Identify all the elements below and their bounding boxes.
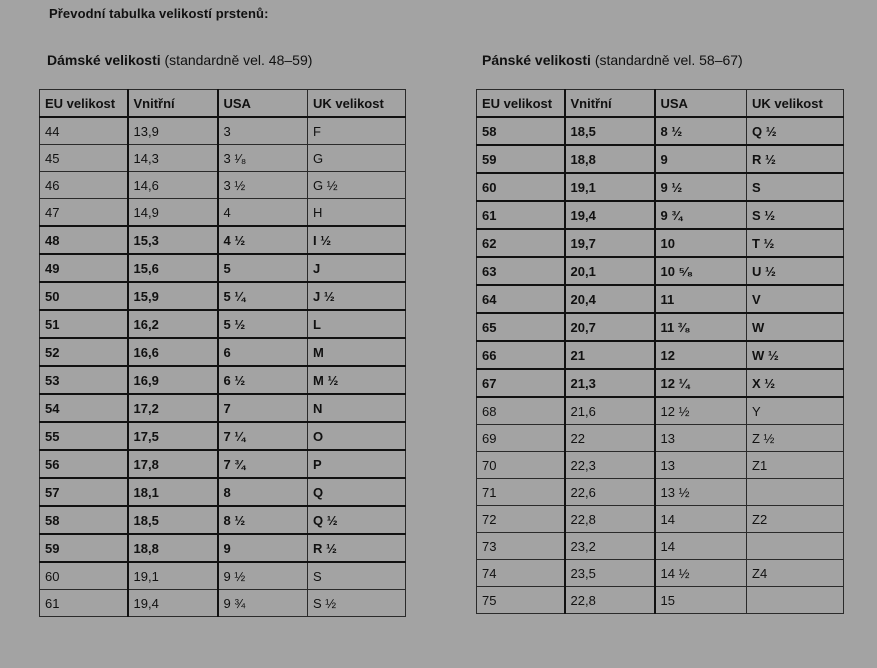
cell-uk-size: G ½ <box>308 172 406 199</box>
header-row <box>477 90 844 118</box>
cell-uk-size: M ½ <box>308 366 406 394</box>
table-row <box>40 199 406 227</box>
cell-eu-size: 47 <box>40 199 128 227</box>
table-row <box>40 310 406 338</box>
cell-uk-size: Z4 <box>747 560 844 587</box>
table-row <box>40 422 406 450</box>
cell-uk-size: Z1 <box>747 452 844 479</box>
column-header-inner: Vnitřní <box>128 90 218 118</box>
cell-eu-size: 66 <box>477 341 565 369</box>
cell-uk-size: Z2 <box>747 506 844 533</box>
cell-eu-size: 56 <box>40 450 128 478</box>
cell-uk-size: H <box>308 199 406 227</box>
cell-inner-diameter: 21,3 <box>565 369 655 397</box>
cell-eu-size: 60 <box>477 173 565 201</box>
table-row <box>40 450 406 478</box>
table-row <box>477 397 844 425</box>
cell-usa-size: 4 <box>218 199 308 227</box>
table-row <box>40 534 406 562</box>
cell-uk-size: Z ½ <box>747 425 844 452</box>
cell-usa-size: 5 <box>218 254 308 282</box>
table-row <box>40 254 406 282</box>
table-row <box>40 562 406 590</box>
cell-usa-size: 7 ¼ <box>218 422 308 450</box>
table-row <box>477 369 844 397</box>
cell-usa-size: 12 ¼ <box>655 369 747 397</box>
cell-eu-size: 72 <box>477 506 565 533</box>
cell-uk-size: L <box>308 310 406 338</box>
cell-eu-size: 73 <box>477 533 565 560</box>
cell-inner-diameter: 22,8 <box>565 506 655 533</box>
women-heading-note: (standardně vel. 48–59) <box>160 52 313 68</box>
women-heading-title: Dámské velikosti <box>47 52 161 68</box>
cell-usa-size: 13 <box>655 452 747 479</box>
cell-eu-size: 74 <box>477 560 565 587</box>
cell-eu-size: 54 <box>40 394 128 422</box>
cell-eu-size: 59 <box>40 534 128 562</box>
cell-usa-size: 3 <box>218 117 308 145</box>
cell-inner-diameter: 22,3 <box>565 452 655 479</box>
cell-usa-size: 3 ½ <box>218 172 308 199</box>
cell-uk-size: R ½ <box>747 145 844 173</box>
cell-uk-size: O <box>308 422 406 450</box>
table-row <box>40 506 406 534</box>
cell-eu-size: 71 <box>477 479 565 506</box>
cell-usa-size: 6 <box>218 338 308 366</box>
column-header-eu: EU velikost <box>477 90 565 118</box>
cell-uk-size: W ½ <box>747 341 844 369</box>
table-row <box>40 282 406 310</box>
cell-inner-diameter: 21,6 <box>565 397 655 425</box>
cell-usa-size: 9 ½ <box>655 173 747 201</box>
header-row <box>40 90 406 118</box>
cell-uk-size: J <box>308 254 406 282</box>
column-header-uk: UK velikost <box>747 90 844 118</box>
cell-eu-size: 51 <box>40 310 128 338</box>
cell-eu-size: 63 <box>477 257 565 285</box>
column-header-uk: UK velikost <box>308 90 406 118</box>
cell-inner-diameter: 19,1 <box>128 562 218 590</box>
cell-inner-diameter: 18,8 <box>565 145 655 173</box>
cell-inner-diameter: 13,9 <box>128 117 218 145</box>
cell-inner-diameter: 16,6 <box>128 338 218 366</box>
men-sizes-heading <box>482 52 743 68</box>
table-row <box>40 145 406 172</box>
cell-uk-size: M <box>308 338 406 366</box>
cell-eu-size: 75 <box>477 587 565 614</box>
table-row <box>477 560 844 587</box>
cell-uk-size: W <box>747 313 844 341</box>
table-row <box>40 394 406 422</box>
men-table-body <box>477 117 844 614</box>
cell-usa-size: 5 ¼ <box>218 282 308 310</box>
cell-eu-size: 53 <box>40 366 128 394</box>
cell-inner-diameter: 20,1 <box>565 257 655 285</box>
men-heading-note: (standardně vel. 58–67) <box>590 52 743 68</box>
cell-usa-size: 9 <box>218 534 308 562</box>
cell-inner-diameter: 15,3 <box>128 226 218 254</box>
cell-usa-size: 10 ⁵⁄₈ <box>655 257 747 285</box>
cell-usa-size: 13 ½ <box>655 479 747 506</box>
cell-uk-size: S <box>308 562 406 590</box>
table-row <box>477 285 844 313</box>
cell-inner-diameter: 19,1 <box>565 173 655 201</box>
cell-usa-size: 4 ½ <box>218 226 308 254</box>
cell-inner-diameter: 14,6 <box>128 172 218 199</box>
table-row <box>477 173 844 201</box>
cell-inner-diameter: 16,9 <box>128 366 218 394</box>
cell-eu-size: 60 <box>40 562 128 590</box>
cell-eu-size: 68 <box>477 397 565 425</box>
table-row <box>477 479 844 506</box>
cell-eu-size: 50 <box>40 282 128 310</box>
cell-eu-size: 61 <box>40 590 128 617</box>
cell-usa-size: 10 <box>655 229 747 257</box>
cell-uk-size <box>747 533 844 560</box>
table-row <box>477 201 844 229</box>
women-table-body <box>40 117 406 617</box>
cell-inner-diameter: 23,2 <box>565 533 655 560</box>
cell-usa-size: 9 <box>655 145 747 173</box>
column-header-eu: EU velikost <box>40 90 128 118</box>
cell-inner-diameter: 17,8 <box>128 450 218 478</box>
cell-inner-diameter: 22 <box>565 425 655 452</box>
cell-eu-size: 62 <box>477 229 565 257</box>
table-row <box>477 117 844 145</box>
cell-usa-size: 8 ½ <box>655 117 747 145</box>
table-row <box>477 587 844 614</box>
cell-uk-size: F <box>308 117 406 145</box>
cell-eu-size: 48 <box>40 226 128 254</box>
cell-inner-diameter: 19,4 <box>128 590 218 617</box>
table-row <box>40 172 406 199</box>
cell-uk-size: U ½ <box>747 257 844 285</box>
table-row <box>477 341 844 369</box>
cell-inner-diameter: 20,7 <box>565 313 655 341</box>
table-row <box>477 229 844 257</box>
men-size-table <box>476 89 844 614</box>
cell-uk-size: V <box>747 285 844 313</box>
column-header-usa: USA <box>655 90 747 118</box>
table-row <box>477 145 844 173</box>
cell-uk-size: R ½ <box>308 534 406 562</box>
cell-uk-size: T ½ <box>747 229 844 257</box>
cell-eu-size: 57 <box>40 478 128 506</box>
table-row <box>477 533 844 560</box>
cell-uk-size: S ½ <box>747 201 844 229</box>
cell-eu-size: 64 <box>477 285 565 313</box>
cell-usa-size: 13 <box>655 425 747 452</box>
women-table-header <box>40 90 406 118</box>
cell-inner-diameter: 19,4 <box>565 201 655 229</box>
table-row <box>40 338 406 366</box>
cell-inner-diameter: 15,6 <box>128 254 218 282</box>
table-row <box>477 452 844 479</box>
cell-uk-size <box>747 479 844 506</box>
cell-uk-size: S ½ <box>308 590 406 617</box>
cell-uk-size: Q ½ <box>308 506 406 534</box>
cell-inner-diameter: 18,8 <box>128 534 218 562</box>
table-row <box>40 478 406 506</box>
cell-eu-size: 58 <box>40 506 128 534</box>
cell-usa-size: 14 <box>655 506 747 533</box>
cell-inner-diameter: 18,5 <box>128 506 218 534</box>
cell-usa-size: 12 <box>655 341 747 369</box>
page-title: Převodní tabulka velikostí prstenů: <box>49 6 269 21</box>
cell-usa-size: 14 <box>655 533 747 560</box>
column-header-usa: USA <box>218 90 308 118</box>
cell-eu-size: 46 <box>40 172 128 199</box>
cell-eu-size: 59 <box>477 145 565 173</box>
cell-inner-diameter: 18,5 <box>565 117 655 145</box>
table-row <box>477 506 844 533</box>
cell-eu-size: 45 <box>40 145 128 172</box>
cell-uk-size: G <box>308 145 406 172</box>
cell-inner-diameter: 19,7 <box>565 229 655 257</box>
table-row <box>40 366 406 394</box>
cell-usa-size: 8 ½ <box>218 506 308 534</box>
cell-eu-size: 67 <box>477 369 565 397</box>
cell-inner-diameter: 22,8 <box>565 587 655 614</box>
cell-inner-diameter: 16,2 <box>128 310 218 338</box>
cell-eu-size: 69 <box>477 425 565 452</box>
cell-inner-diameter: 23,5 <box>565 560 655 587</box>
cell-usa-size: 15 <box>655 587 747 614</box>
cell-inner-diameter: 14,9 <box>128 199 218 227</box>
cell-eu-size: 49 <box>40 254 128 282</box>
table-row <box>477 313 844 341</box>
cell-uk-size: N <box>308 394 406 422</box>
cell-usa-size: 11 ³⁄₈ <box>655 313 747 341</box>
cell-inner-diameter: 20,4 <box>565 285 655 313</box>
cell-usa-size: 11 <box>655 285 747 313</box>
cell-inner-diameter: 14,3 <box>128 145 218 172</box>
women-size-table <box>39 89 406 617</box>
men-heading-title: Pánské velikosti <box>482 52 591 68</box>
cell-inner-diameter: 17,5 <box>128 422 218 450</box>
table-row <box>40 226 406 254</box>
cell-uk-size: Q ½ <box>747 117 844 145</box>
cell-usa-size: 5 ½ <box>218 310 308 338</box>
cell-uk-size: X ½ <box>747 369 844 397</box>
cell-uk-size: J ½ <box>308 282 406 310</box>
cell-eu-size: 58 <box>477 117 565 145</box>
cell-eu-size: 52 <box>40 338 128 366</box>
table-row <box>40 117 406 145</box>
cell-usa-size: 7 ¾ <box>218 450 308 478</box>
cell-inner-diameter: 18,1 <box>128 478 218 506</box>
cell-usa-size: 14 ½ <box>655 560 747 587</box>
cell-uk-size <box>747 587 844 614</box>
table-row <box>40 590 406 617</box>
cell-usa-size: 9 ¾ <box>218 590 308 617</box>
cell-eu-size: 61 <box>477 201 565 229</box>
cell-usa-size: 7 <box>218 394 308 422</box>
men-table-header <box>477 90 844 118</box>
cell-uk-size: Y <box>747 397 844 425</box>
cell-inner-diameter: 22,6 <box>565 479 655 506</box>
column-header-inner: Vnitřní <box>565 90 655 118</box>
cell-usa-size: 12 ½ <box>655 397 747 425</box>
cell-eu-size: 44 <box>40 117 128 145</box>
cell-usa-size: 9 ½ <box>218 562 308 590</box>
cell-inner-diameter: 17,2 <box>128 394 218 422</box>
cell-uk-size: Q <box>308 478 406 506</box>
cell-usa-size: 9 ¾ <box>655 201 747 229</box>
cell-inner-diameter: 15,9 <box>128 282 218 310</box>
women-sizes-heading <box>47 52 312 68</box>
cell-uk-size: I ½ <box>308 226 406 254</box>
cell-inner-diameter: 21 <box>565 341 655 369</box>
cell-usa-size: 6 ½ <box>218 366 308 394</box>
cell-usa-size: 8 <box>218 478 308 506</box>
cell-eu-size: 65 <box>477 313 565 341</box>
table-row <box>477 257 844 285</box>
table-row <box>477 425 844 452</box>
cell-usa-size: 3 ¹⁄₈ <box>218 145 308 172</box>
cell-eu-size: 70 <box>477 452 565 479</box>
cell-uk-size: S <box>747 173 844 201</box>
cell-uk-size: P <box>308 450 406 478</box>
cell-eu-size: 55 <box>40 422 128 450</box>
